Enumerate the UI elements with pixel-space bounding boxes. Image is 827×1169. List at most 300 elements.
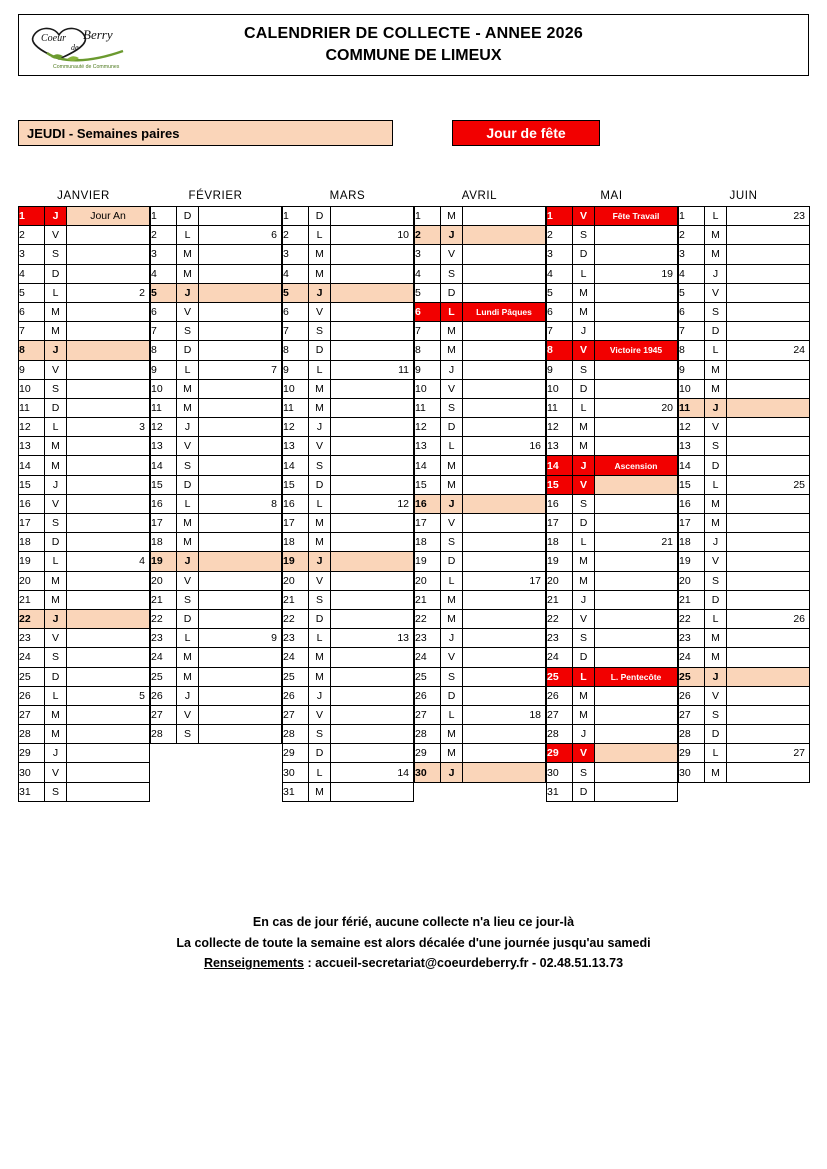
- calendar-day-row: [679, 552, 810, 571]
- calendar-day-row: [679, 494, 810, 513]
- day-note: [331, 514, 414, 533]
- calendar-day-row: [679, 475, 810, 494]
- day-note: [463, 533, 546, 552]
- calendar-day-row: [19, 437, 150, 456]
- empty-row: [151, 744, 282, 763]
- day-note: [595, 379, 678, 398]
- day-of-week: M: [309, 667, 331, 686]
- day-of-week: M: [45, 302, 67, 321]
- day-of-week: D: [177, 609, 199, 628]
- day-of-week: V: [177, 705, 199, 724]
- calendar-day-row: [283, 686, 414, 705]
- calendar-day-row: [283, 283, 414, 302]
- day-of-week: L: [309, 629, 331, 648]
- day-of-week: L: [177, 494, 199, 513]
- day-of-week: S: [309, 590, 331, 609]
- calendar-day-row: [283, 379, 414, 398]
- day-of-week: L: [45, 686, 67, 705]
- calendar-day-row: [19, 475, 150, 494]
- calendar-day-row: [151, 475, 282, 494]
- day-of-week: J: [177, 686, 199, 705]
- calendar-day-row: [679, 264, 810, 283]
- calendar-day-row: [547, 725, 678, 744]
- day-note: [463, 475, 546, 494]
- day-number: 21: [283, 590, 309, 609]
- day-number: 28: [151, 725, 177, 744]
- calendar-day-row: [151, 302, 282, 321]
- calendar-day-row: [19, 533, 150, 552]
- day-of-week: M: [177, 648, 199, 667]
- calendar-day-row: [19, 571, 150, 590]
- day-number: 11: [547, 398, 573, 417]
- day-number: 6: [283, 302, 309, 321]
- calendar-day-row: [679, 322, 810, 341]
- day-note: [595, 686, 678, 705]
- day-note: [199, 609, 282, 628]
- calendar-day-row: [283, 705, 414, 724]
- day-number: 14: [283, 456, 309, 475]
- day-number: 29: [415, 744, 441, 763]
- day-number: 30: [283, 763, 309, 782]
- day-of-week: D: [705, 322, 727, 341]
- calendar-day-row: [679, 398, 810, 417]
- day-of-week: L: [705, 341, 727, 360]
- day-of-week: J: [441, 629, 463, 648]
- day-note: [727, 763, 810, 782]
- calendar-day-row: [415, 283, 546, 302]
- day-note: [199, 725, 282, 744]
- day-of-week: L: [177, 226, 199, 245]
- week-number: 19: [595, 264, 678, 283]
- month-block: [414, 190, 545, 802]
- calendar-day-row: [283, 341, 414, 360]
- day-number: 24: [19, 648, 45, 667]
- day-note: [595, 725, 678, 744]
- day-of-week: J: [441, 494, 463, 513]
- day-note: [331, 475, 414, 494]
- week-number: 17: [463, 571, 546, 590]
- day-of-week: L: [441, 571, 463, 590]
- day-number: 7: [151, 322, 177, 341]
- day-of-week: L: [705, 609, 727, 628]
- day-number: 3: [151, 245, 177, 264]
- empty-cell: [679, 782, 810, 801]
- calendar-day-row: [151, 705, 282, 724]
- day-note: [67, 590, 150, 609]
- day-number: 3: [679, 245, 705, 264]
- day-of-week: M: [45, 456, 67, 475]
- day-number: 10: [679, 379, 705, 398]
- day-number: 13: [679, 437, 705, 456]
- calendar-day-row: [19, 398, 150, 417]
- empty-row: [415, 782, 546, 801]
- month-block: [18, 190, 149, 802]
- calendar-day-row: [547, 379, 678, 398]
- day-of-week: M: [573, 571, 595, 590]
- day-note: [331, 322, 414, 341]
- day-of-week: J: [441, 226, 463, 245]
- day-number: 14: [679, 456, 705, 475]
- day-of-week: M: [705, 360, 727, 379]
- day-of-week: D: [177, 207, 199, 226]
- day-number: 26: [415, 686, 441, 705]
- day-of-week: S: [705, 437, 727, 456]
- calendar-day-row: [151, 379, 282, 398]
- calendar-day-row: [679, 245, 810, 264]
- day-number: 28: [283, 725, 309, 744]
- day-number: 24: [151, 648, 177, 667]
- calendar-day-row: [151, 571, 282, 590]
- week-number: 7: [199, 360, 282, 379]
- day-of-week: V: [705, 686, 727, 705]
- day-note: Victoire 1945: [595, 341, 678, 360]
- day-number: 8: [151, 341, 177, 360]
- day-of-week: L: [309, 226, 331, 245]
- day-number: 1: [679, 207, 705, 226]
- day-number: 12: [283, 418, 309, 437]
- week-number: 2: [67, 283, 150, 302]
- day-note: [595, 322, 678, 341]
- empty-cell: [415, 782, 546, 801]
- day-number: 5: [679, 283, 705, 302]
- day-number: 17: [19, 514, 45, 533]
- day-number: 18: [415, 533, 441, 552]
- day-note: [199, 379, 282, 398]
- calendar-day-row: [151, 322, 282, 341]
- calendar-day-row: [547, 782, 678, 801]
- day-note: [331, 609, 414, 628]
- svg-text:Coeur: Coeur: [40, 33, 66, 44]
- day-of-week: V: [45, 763, 67, 782]
- page-subtitle: COMMUNE DE LIMEUX: [325, 47, 502, 64]
- day-number: 11: [151, 398, 177, 417]
- day-of-week: L: [309, 360, 331, 379]
- week-number: 21: [595, 533, 678, 552]
- calendar-day-row: [547, 533, 678, 552]
- day-of-week: M: [705, 379, 727, 398]
- day-of-week: J: [441, 360, 463, 379]
- calendar-day-row: [151, 437, 282, 456]
- day-note: [463, 667, 546, 686]
- day-note: [67, 437, 150, 456]
- day-of-week: D: [705, 590, 727, 609]
- day-number: 22: [151, 609, 177, 628]
- day-of-week: L: [177, 360, 199, 379]
- day-of-week: J: [45, 341, 67, 360]
- day-note: [199, 475, 282, 494]
- calendar-day-row: [19, 686, 150, 705]
- month-block: [150, 190, 281, 802]
- day-note: [67, 514, 150, 533]
- day-of-week: M: [705, 763, 727, 782]
- week-number: 18: [463, 705, 546, 724]
- calendar-day-row: [151, 226, 282, 245]
- day-note: [67, 360, 150, 379]
- day-of-week: S: [441, 398, 463, 417]
- day-note: [463, 648, 546, 667]
- day-of-week: S: [705, 705, 727, 724]
- day-note: [67, 571, 150, 590]
- calendar-day-row: [19, 494, 150, 513]
- day-note: [199, 264, 282, 283]
- day-number: 12: [679, 418, 705, 437]
- day-of-week: V: [573, 744, 595, 763]
- calendar-day-row: [415, 744, 546, 763]
- calendar-day-row: [547, 475, 678, 494]
- day-of-week: S: [573, 360, 595, 379]
- day-number: 18: [151, 533, 177, 552]
- day-note: [463, 744, 546, 763]
- day-of-week: S: [177, 725, 199, 744]
- legend-collection-label: JEUDI - Semaines paires: [27, 125, 180, 141]
- day-note: [727, 264, 810, 283]
- day-number: 3: [19, 245, 45, 264]
- week-number: 11: [331, 360, 414, 379]
- day-note: [199, 571, 282, 590]
- day-number: 6: [679, 302, 705, 321]
- week-number: 8: [199, 494, 282, 513]
- month-title: MAI: [600, 190, 623, 202]
- day-of-week: D: [441, 283, 463, 302]
- day-of-week: M: [177, 533, 199, 552]
- day-of-week: S: [177, 456, 199, 475]
- calendar-day-row: [151, 264, 282, 283]
- day-number: 2: [547, 226, 573, 245]
- day-note: [199, 686, 282, 705]
- day-note: [727, 629, 810, 648]
- day-number: 27: [547, 705, 573, 724]
- day-of-week: L: [573, 533, 595, 552]
- day-note: [67, 245, 150, 264]
- day-number: 20: [151, 571, 177, 590]
- day-of-week: V: [45, 494, 67, 513]
- calendar-day-row: [283, 264, 414, 283]
- day-note: [331, 398, 414, 417]
- day-of-week: J: [705, 667, 727, 686]
- day-of-week: M: [573, 283, 595, 302]
- calendar-day-row: [283, 782, 414, 801]
- calendar-day-row: [151, 456, 282, 475]
- day-number: 18: [679, 533, 705, 552]
- day-number: 30: [19, 763, 45, 782]
- calendar-day-row: [679, 629, 810, 648]
- day-of-week: L: [309, 763, 331, 782]
- day-note: [727, 226, 810, 245]
- calendar-day-row: [679, 609, 810, 628]
- day-of-week: D: [573, 245, 595, 264]
- day-note: [595, 763, 678, 782]
- calendar-day-row: [415, 207, 546, 226]
- day-number: 2: [19, 226, 45, 245]
- calendar-day-row: [19, 360, 150, 379]
- day-number: 31: [547, 782, 573, 801]
- day-note: [199, 283, 282, 302]
- day-note: [595, 360, 678, 379]
- day-note: [463, 245, 546, 264]
- day-of-week: M: [441, 207, 463, 226]
- calendar-day-row: [547, 456, 678, 475]
- day-number: 25: [19, 667, 45, 686]
- day-note: [199, 437, 282, 456]
- day-note: [595, 648, 678, 667]
- day-of-week: L: [573, 667, 595, 686]
- calendar-day-row: [283, 533, 414, 552]
- day-of-week: D: [45, 398, 67, 417]
- day-number: 7: [283, 322, 309, 341]
- day-number: 12: [19, 418, 45, 437]
- day-number: 22: [283, 609, 309, 628]
- day-number: 15: [679, 475, 705, 494]
- day-number: 17: [151, 514, 177, 533]
- day-of-week: L: [177, 629, 199, 648]
- calendar-day-row: [151, 207, 282, 226]
- day-number: 2: [151, 226, 177, 245]
- day-number: 6: [19, 302, 45, 321]
- day-note: [727, 437, 810, 456]
- month-table: [678, 206, 810, 801]
- calendar-day-row: [547, 360, 678, 379]
- week-number: 12: [331, 494, 414, 513]
- day-of-week: M: [441, 475, 463, 494]
- day-of-week: V: [573, 609, 595, 628]
- day-of-week: L: [441, 302, 463, 321]
- calendar-day-row: [19, 514, 150, 533]
- calendar-day-row: [679, 207, 810, 226]
- day-note: [67, 322, 150, 341]
- day-note: [463, 379, 546, 398]
- day-of-week: J: [309, 552, 331, 571]
- day-number: 29: [19, 744, 45, 763]
- day-note: [199, 207, 282, 226]
- day-of-week: S: [705, 571, 727, 590]
- day-note: [67, 705, 150, 724]
- day-of-week: J: [441, 763, 463, 782]
- footer-line-3: [0, 953, 827, 974]
- day-note: [67, 226, 150, 245]
- calendar-day-row: [679, 437, 810, 456]
- calendar-day-row: [19, 590, 150, 609]
- day-number: 17: [547, 514, 573, 533]
- day-note: [67, 494, 150, 513]
- day-of-week: M: [705, 648, 727, 667]
- day-of-week: M: [441, 341, 463, 360]
- calendar-day-row: [415, 418, 546, 437]
- day-of-week: S: [177, 590, 199, 609]
- day-of-week: J: [177, 283, 199, 302]
- day-number: 9: [151, 360, 177, 379]
- day-of-week: M: [45, 571, 67, 590]
- calendar-day-row: [415, 398, 546, 417]
- day-number: 30: [415, 763, 441, 782]
- day-of-week: V: [705, 552, 727, 571]
- day-number: 22: [415, 609, 441, 628]
- day-number: 26: [283, 686, 309, 705]
- calendar-day-row: [151, 609, 282, 628]
- day-number: 25: [547, 667, 573, 686]
- day-number: 17: [283, 514, 309, 533]
- day-note: [67, 629, 150, 648]
- day-of-week: V: [573, 207, 595, 226]
- day-of-week: S: [309, 456, 331, 475]
- calendar-day-row: [151, 629, 282, 648]
- day-note: [727, 302, 810, 321]
- calendar-day-row: [283, 590, 414, 609]
- day-number: 23: [283, 629, 309, 648]
- day-note: [463, 360, 546, 379]
- month-table: [414, 206, 546, 801]
- day-note: [199, 667, 282, 686]
- day-of-week: S: [573, 629, 595, 648]
- week-number: 23: [727, 207, 810, 226]
- day-note: [727, 379, 810, 398]
- day-of-week: S: [45, 245, 67, 264]
- calendar-day-row: [415, 571, 546, 590]
- day-of-week: M: [309, 245, 331, 264]
- day-note: [67, 379, 150, 398]
- day-of-week: M: [45, 725, 67, 744]
- day-number: 19: [679, 552, 705, 571]
- footer-notes: [0, 912, 827, 974]
- day-of-week: J: [309, 686, 331, 705]
- day-of-week: V: [441, 245, 463, 264]
- day-of-week: S: [309, 725, 331, 744]
- day-note: [199, 648, 282, 667]
- calendar-day-row: [679, 571, 810, 590]
- day-of-week: S: [441, 533, 463, 552]
- calendar-day-row: [19, 763, 150, 782]
- day-of-week: M: [177, 667, 199, 686]
- day-note: Jour An: [67, 207, 150, 226]
- day-note: [67, 264, 150, 283]
- calendar-day-row: [283, 744, 414, 763]
- day-note: [727, 360, 810, 379]
- day-number: 15: [415, 475, 441, 494]
- day-note: [67, 609, 150, 628]
- calendar-day-row: [547, 341, 678, 360]
- day-number: 26: [151, 686, 177, 705]
- calendar-day-row: [547, 763, 678, 782]
- day-note: [727, 686, 810, 705]
- day-note: [595, 302, 678, 321]
- day-number: 27: [415, 705, 441, 724]
- calendar-day-row: [547, 322, 678, 341]
- day-note: [67, 341, 150, 360]
- day-of-week: M: [177, 514, 199, 533]
- calendar-day-row: [151, 341, 282, 360]
- calendar-day-row: [415, 590, 546, 609]
- month-table: [282, 206, 414, 802]
- day-number: 26: [679, 686, 705, 705]
- day-number: 28: [19, 725, 45, 744]
- day-number: 16: [679, 494, 705, 513]
- day-note: [727, 456, 810, 475]
- day-number: 9: [415, 360, 441, 379]
- day-of-week: L: [441, 437, 463, 456]
- day-note: [67, 744, 150, 763]
- day-number: 28: [547, 725, 573, 744]
- footer-line-1: En cas de jour férié, aucune collecte n'a lieu ce jour-là: [252, 915, 575, 929]
- day-note: [463, 763, 546, 782]
- calendar-day-row: [19, 379, 150, 398]
- day-number: 11: [415, 398, 441, 417]
- day-of-week: M: [441, 725, 463, 744]
- day-of-week: L: [705, 475, 727, 494]
- day-note: [331, 341, 414, 360]
- day-number: 3: [415, 245, 441, 264]
- day-number: 10: [415, 379, 441, 398]
- day-note: [595, 494, 678, 513]
- day-of-week: M: [309, 379, 331, 398]
